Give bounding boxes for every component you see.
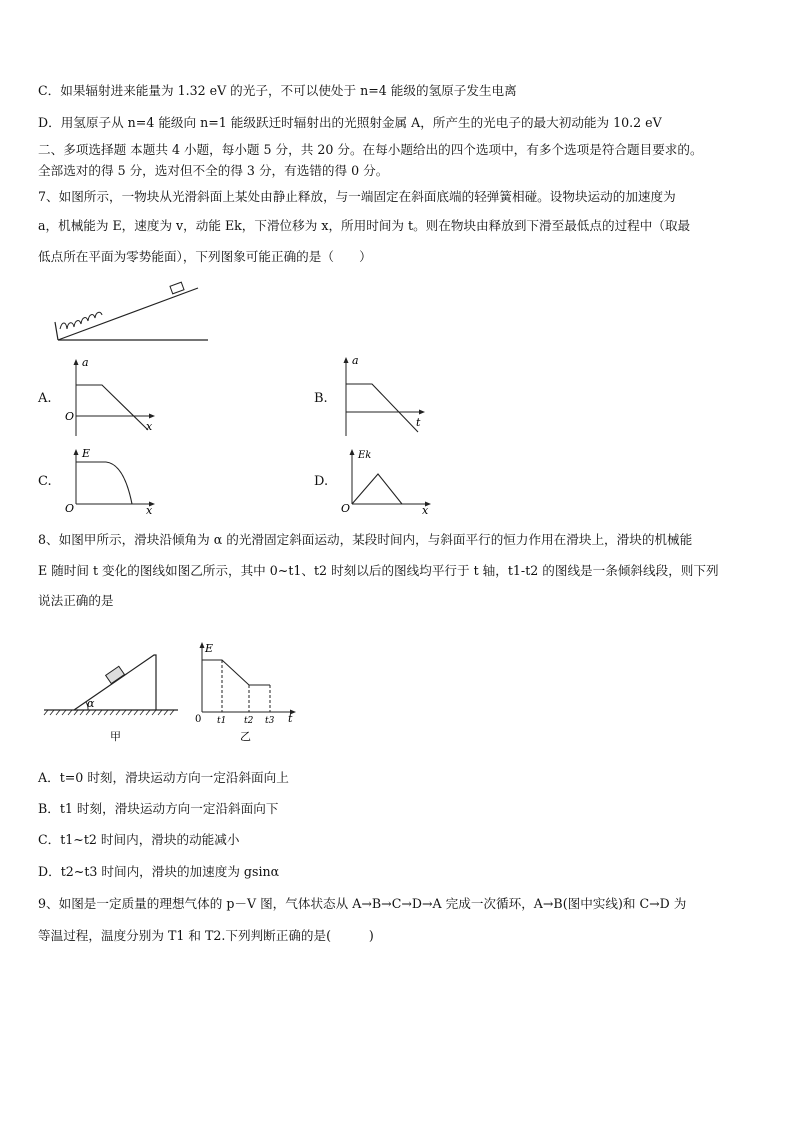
- q7-d-y-label: Ek: [358, 450, 372, 461]
- q7-a-origin: O: [65, 410, 75, 423]
- q7-c-y-label: E: [82, 447, 91, 460]
- q7-option-a-graph: [62, 356, 162, 438]
- q8-stem-line1: 8、如图甲所示，滑块沿倾角为 α 的光滑固定斜面运动，某段时间内，与斜面平行的恒力作用在滑块上，滑块的机械能: [38, 532, 693, 547]
- q7-option-d-graph: [340, 446, 440, 517]
- q7-option-b-label: B.: [314, 391, 328, 406]
- section-two-line2: 全部选对的得 5 分，选对但不全的得 3 分，有选错的得 0 分。: [38, 163, 389, 178]
- q8-yi-t3: t3: [265, 716, 275, 726]
- q8-fig-yi-graph: [192, 640, 304, 744]
- q7-option-d-label: D.: [314, 474, 329, 489]
- prev-option-d: D．用氢原子从 n=4 能级向 n=1 能级跃迁时辐射出的光照射金属 A，所产生的光电子的最大初动能为 10.2 eV: [38, 115, 662, 130]
- q7-option-c-label: C.: [38, 474, 52, 489]
- q8-stem-line3: 说法正确的是: [38, 593, 114, 608]
- q9-stem-line1: 9、如图是一定质量的理想气体的 p－V 图，气体状态从 A→B→C→D→A 完成一次循环，A→B(图中实线)和 C→D 为: [38, 896, 687, 911]
- prev-option-c: C．如果辐射进来能量为 1.32 eV 的光子，不可以使处于 n=4 能级的氢原子发生电离: [38, 83, 517, 98]
- q7-b-y-label: a: [352, 354, 359, 367]
- q8-yi-origin: 0: [195, 714, 202, 725]
- q7-option-b-graph: [334, 354, 434, 438]
- q7-c-x-label: x: [146, 504, 153, 517]
- q7-a-y-label: a: [82, 356, 89, 369]
- q8-option-a: A．t=0 时刻，滑块运动方向一定沿斜面向上: [38, 770, 289, 785]
- q8-angle-label: α: [87, 697, 95, 710]
- q8-yi-y-label: E: [205, 642, 214, 655]
- q7-b-x-label: t: [416, 416, 421, 429]
- q7-stem-line3: 低点所在平面为零势能面），下列图象可能正确的是（ ）: [38, 249, 372, 264]
- q8-fig-jia-incline: [44, 652, 180, 742]
- q8-option-b: B．t1 时刻，滑块运动方向一定沿斜面向下: [38, 801, 279, 816]
- q7-option-a-label: A.: [38, 391, 52, 406]
- q8-fig-jia-caption: 甲: [110, 730, 121, 743]
- q7-incline-spring-figure: [50, 282, 210, 344]
- q7-a-x-label: x: [146, 420, 153, 433]
- q8-option-d: D．t2~t3 时间内，滑块的加速度为 gsinα: [38, 864, 280, 879]
- q7-stem-line1: 7、如图所示，一物块从光滑斜面上某处由静止释放，与一端固定在斜面底端的轻弹簧相碰。设物块运动的加速度为: [38, 189, 676, 204]
- q7-c-origin: O: [65, 502, 75, 515]
- q8-yi-t2: t2: [244, 716, 254, 726]
- q7-d-origin: O: [341, 502, 351, 515]
- q8-fig-yi-caption: 乙: [240, 730, 251, 743]
- q8-option-c: C．t1~t2 时间内，滑块的动能减小: [38, 832, 240, 847]
- q7-stem-line2: a，机械能为 E，速度为 v，动能 Ek，下滑位移为 x，所用时间为 t。则在物块由释放到下滑至最低点的过程中（取最: [38, 218, 691, 233]
- q7-d-x-label: x: [422, 504, 429, 517]
- q7-option-c-graph: [62, 446, 162, 517]
- q8-yi-t1: t1: [217, 716, 227, 726]
- section-two-line1: 二、多项选择题 本题共 4 小题，每小题 5 分，共 20 分。在每小题给出的四个选项中，有多个选项是符合题目要求的。: [38, 142, 703, 157]
- q8-yi-x-label: t: [288, 712, 293, 725]
- q8-stem-line2: E 随时间 t 变化的图线如图乙所示，其中 0~t1、t2 时刻以后的图线均平行于 t 轴，t1-t2 的图线是一条倾斜线段，则下列: [38, 563, 719, 578]
- q9-stem-line2: 等温过程，温度分别为 T1 和 T2.下列判断正确的是( ): [38, 928, 374, 943]
